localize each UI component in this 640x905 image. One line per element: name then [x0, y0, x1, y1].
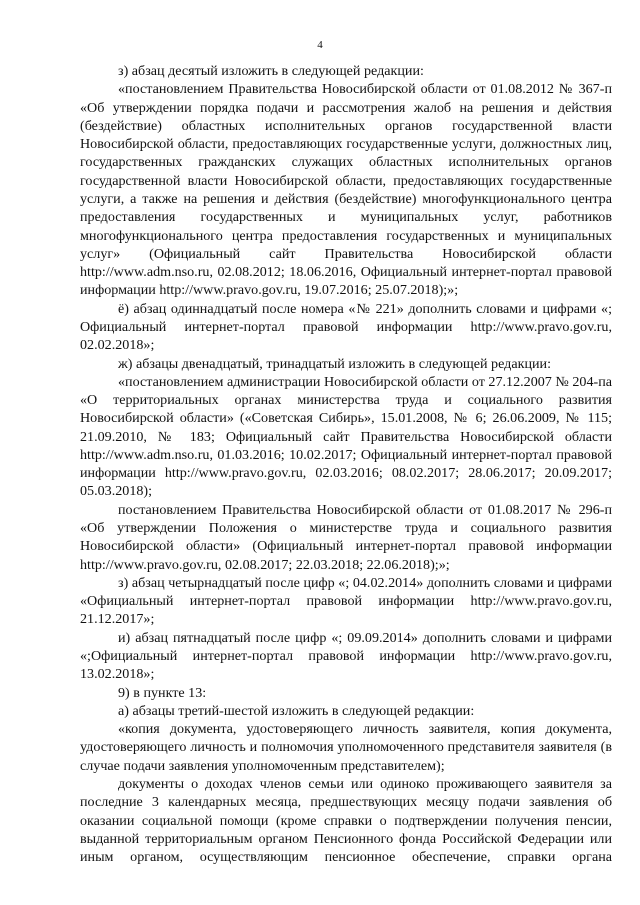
paragraph: документы о доходах членов семьи или одиноко проживающего заявителя за последние 3 календарных месяца, предшествующих месяцу подачи заявления об оказании социальной помощи (кроме справки о подтверждении получения пенсии, выданной территориальным органом Пенсионного фонда Российской Федерации или иным органом, осуществляющим пенсионное обеспечение, справки органа: [80, 775, 612, 866]
paragraph: а) абзацы третий-шестой изложить в следующей редакции:: [118, 702, 475, 719]
paragraph: 9) в пункте 13:: [118, 684, 207, 701]
paragraph: з) абзац четырнадцатый после цифр «; 04.02.2014» дополнить словами и цифрами «Официальный интернет-портал правовой информации http://www.pravo.gov.ru, 21.12.2017»;: [80, 574, 612, 628]
paragraph: «постановлением администрации Новосибирской области от 27.12.2007 № 204-па «О территориальных органах министерства труда и социального развития Новосибирской области» («Советская Сибирь», 15.01.2008, № 6; 26.06.2009, № 115; 21.09.2010, № 183; Официальный сайт Правительства Новосибирской области http://www.adm.nso.ru, 01.03.2016; 10.02.2017; Официальный интернет-портал правовой информации http://www.pravo.gov.ru, 02.03.2016; 08.02.2017; 28.06.2017; 20.09.2017; 05.03.2018);: [80, 373, 612, 500]
paragraph: постановлением Правительства Новосибирской области от 01.08.2017 № 296-п «Об утверждении Положения о министерстве труда и социального развития Новосибирской области» (Официальный интернет-портал правовой информации http://www.pravo.gov.ru, 02.08.2017; 22.03.2018; 22.06.2018);»;: [80, 501, 612, 573]
page-number: 4: [317, 39, 323, 51]
paragraph: ж) абзацы двенадцатый, тринадцатый изложить в следующей редакции:: [118, 355, 551, 372]
document-body: [80, 62, 612, 866]
paragraph: и) абзац пятнадцатый после цифр «; 09.09.2014» дополнить словами и цифрами «;Официальный интернет-портал правовой информации http://www.pravo.gov.ru, 13.02.2018»;: [80, 629, 612, 683]
paragraph: «копия документа, удостоверяющего личность заявителя, копия документа, удостоверяющего личность и полномочия уполномоченного представителя заявителя (в случае подачи заявления уполномоченным представителем);: [80, 721, 612, 774]
paragraph: «постановлением Правительства Новосибирской области от 01.08.2012 № 367-п «Об утверждении порядка подачи и рассмотрения жалоб на решения и действия (бездействие) областных исполнительных органов государственной власти Новосибирской области, предоставляющих государственные услуги, должностных лиц, государственных гражданских служащих областных исполнительных органов государственной власти Новосибирской области, предоставляющих государственные услуги, а также на решения и действия (бездействие) многофункционального центра предоставления государственных и муниципальных услуг, работников многофункционального центра предоставления государственных и муниципальных услуг» (Официальный сайт Правительства Новосибирской области http://www.adm.nso.ru, 02.08.2012; 18.06.2016, Официальный интернет-портал правовой информации http://www.pravo.gov.ru, 19.07.2016; 25.07.2018);»;: [80, 81, 612, 299]
paragraph: з) абзац десятый изложить в следующей редакции:: [118, 63, 424, 79]
paragraph: ё) абзац одиннадцатый после номера «№ 221» дополнить словами и цифрами «; Официальный интернет-портал правовой информации http://www.pravo.gov.ru, 02.02.2018»;: [80, 300, 612, 354]
